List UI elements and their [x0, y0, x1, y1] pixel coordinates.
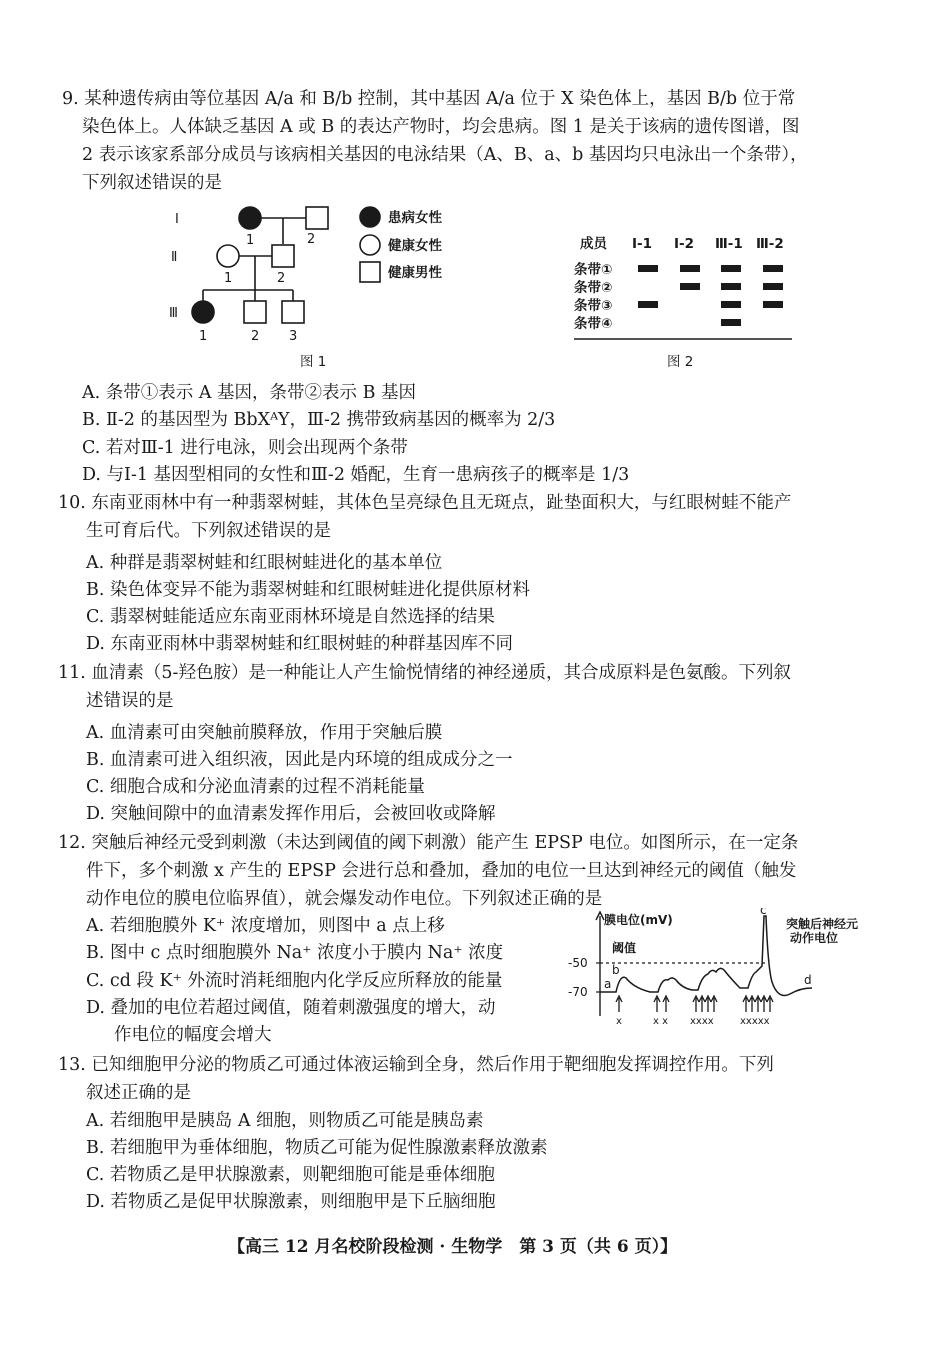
gel-member-2: Ⅰ-2	[674, 236, 695, 252]
q10-option-a: A. 种群是翡翠树蛙和红眼树蛙进化的基本单位	[86, 553, 443, 573]
q9-option-d: D. 与Ⅰ-1 基因型相同的女性和Ⅲ-2 婚配，生育一患病孩子的概率是 1/3	[82, 465, 630, 485]
gel-band-r1-c4	[763, 265, 783, 272]
epsp-stim-label-2: x x	[653, 1016, 669, 1027]
gel-header: 成员	[580, 236, 607, 252]
gen-label-I: Ⅰ	[175, 212, 179, 227]
q13-stem-line-2: 叙述正确的是	[86, 1083, 191, 1103]
q9-option-c: C. 若对Ⅲ-1 进行电泳，则会出现两个条带	[82, 438, 408, 458]
q10-option-b: B. 染色体变异不能为翡翠树蛙和红眼树蛙进化提供原材料	[86, 580, 530, 600]
q11-stem-line-1: 11. 血清素（5-羟色胺）是一种能让人产生愉悦情绪的神经递质，其合成原料是色氨酸。下列叙	[58, 663, 791, 683]
epsp-stim-label-4: xxxxx	[740, 1016, 770, 1027]
q9-option-b: B. Ⅱ-2 的基因型为 BbXᴬY，Ⅲ-2 携带致病基因的概率为 2/3	[82, 410, 556, 430]
q12-stem-line-1: 12. 突触后神经元受到刺激（未达到阈值的阈下刺激）能产生 EPSP 电位。如图所示，在一定条	[58, 833, 799, 853]
q12-stem-line-2: 件下，多个刺激 x 产生的 EPSP 会进行总和叠加，叠加的电位一旦达到神经元的阈值（触发	[86, 861, 797, 881]
pedigree-figure	[165, 198, 485, 370]
page-footer: 【高三 12 月名校阶段检测 · 生物学 第 3 页（共 6 页）】	[228, 1237, 678, 1257]
q13-option-d: D. 若物质乙是促甲状腺激素，则细胞甲是下丘脑细胞	[86, 1192, 496, 1212]
q12-option-d: D. 叠加的电位若超过阈值，随着刺激强度的增大，动	[86, 998, 496, 1018]
q11-option-d: D. 突触间隙中的血清素发挥作用后，会被回收或降解	[86, 804, 496, 824]
pedigree-III3-healthy-male	[282, 301, 304, 323]
gel-member-1: Ⅰ-1	[632, 236, 653, 252]
legend-affected-female-icon	[360, 207, 380, 227]
epsp-stimulus-arrows	[616, 996, 773, 1012]
legend-healthy-female-icon	[360, 235, 380, 255]
gen-label-II: Ⅱ	[171, 250, 178, 265]
gel-band-r4-c3	[721, 319, 741, 326]
num-III1: 1	[199, 329, 208, 344]
q9-stem-line-4: 下列叙述错误的是	[82, 173, 222, 193]
q9-stem-line-2: 染色体上。人体缺乏基因 A 或 B 的表达产物时，均会患病。图 1 是关于该病的遗传图谱，图	[82, 117, 800, 137]
pedigree-III1-affected-female	[192, 301, 214, 323]
epsp-stim-label-3: xxxx	[690, 1016, 714, 1027]
gel-band-r1-c2	[680, 265, 700, 272]
epsp-stim-label-1: x	[616, 1016, 622, 1027]
gel-member-3: Ⅲ-1	[715, 236, 743, 252]
figure2-caption: 图 2	[667, 354, 694, 370]
pedigree-II2-healthy-male	[272, 245, 294, 267]
gel-member-4: Ⅲ-2	[756, 236, 784, 252]
pedigree-III2-healthy-male	[244, 301, 266, 323]
q13-option-a: A. 若细胞甲是胰岛 A 细胞，则物质乙可能是胰岛素	[86, 1111, 484, 1131]
epsp-point-a: a	[604, 977, 612, 991]
epsp-tick-label-70: -70	[568, 985, 588, 999]
epsp-point-c: c	[760, 908, 767, 917]
q9-stem-line-3: 2 表示该家系部分成员与该病相关基因的电泳结果（A、B、a、b 基因均只电泳出一个条带），	[82, 145, 808, 165]
q9-option-a: A. 条带①表示 A 基因，条带②表示 B 基因	[82, 383, 417, 403]
num-I2: 2	[307, 232, 316, 247]
q13-option-b: B. 若细胞甲为垂体细胞，物质乙可能为促性腺激素释放激素	[86, 1138, 548, 1158]
gel-band-r3-c4	[763, 301, 783, 308]
gel-band-r2-c3	[721, 283, 741, 290]
legend-healthy-male-icon	[360, 262, 380, 282]
epsp-trace	[600, 916, 812, 996]
gel-band-label-3: 条带③	[574, 298, 613, 314]
gel-band-r1-c1	[638, 265, 658, 272]
num-I1: 1	[246, 233, 255, 248]
num-III2: 2	[251, 329, 260, 344]
q11-option-a: A. 血清素可由突触前膜释放，作用于突触后膜	[86, 723, 443, 743]
pedigree-II1-healthy-female	[217, 245, 239, 267]
gel-band-label-4: 条带④	[574, 316, 613, 332]
q11-option-b: B. 血清素可进入组织液，因此是内环境的组成成分之一	[86, 750, 513, 770]
q12-option-a: A. 若细胞膜外 K⁺ 浓度增加，则图中 a 点上移	[86, 916, 445, 936]
gel-band-r2-c4	[763, 283, 783, 290]
legend-healthy-male: 健康男性	[388, 265, 442, 281]
gel-band-r1-c3	[721, 265, 741, 272]
figure1-caption: 图 1	[300, 354, 327, 370]
gel-band-label-2: 条带②	[574, 280, 613, 296]
q11-stem-line-2: 述错误的是	[86, 691, 174, 711]
electrophoresis-figure	[570, 232, 800, 372]
epsp-tick-label-50: -50	[568, 956, 588, 970]
num-II1: 1	[224, 271, 233, 286]
q10-option-c: C. 翡翠树蛙能适应东南亚雨林环境是自然选择的结果	[86, 607, 495, 627]
epsp-threshold-label: 阈值	[612, 941, 637, 955]
pedigree-I1-affected-female	[239, 207, 261, 229]
q10-stem-line-2: 生可育后代。下列叙述错误的是	[86, 521, 331, 541]
gel-band-r3-c3	[721, 301, 741, 308]
pedigree-I2-healthy-male	[306, 207, 328, 229]
epsp-point-b: b	[612, 963, 620, 977]
gel-band-r3-c1	[638, 301, 658, 308]
gen-label-III: Ⅲ	[169, 306, 178, 321]
q11-option-c: C. 细胞合成和分泌血清素的过程不消耗能量	[86, 777, 425, 797]
epsp-annotation-line-1: 突触后神经元	[786, 917, 859, 931]
legend-affected-female: 患病女性	[388, 210, 442, 226]
q13-option-c: C. 若物质乙是甲状腺激素，则靶细胞可能是垂体细胞	[86, 1165, 495, 1185]
epsp-point-d: d	[804, 973, 812, 987]
gel-band-r2-c2	[680, 283, 700, 290]
legend-healthy-female: 健康女性	[388, 238, 442, 254]
num-III3: 3	[289, 329, 298, 344]
q10-stem-line-1: 10. 东南亚雨林中有一种翡翠树蛙，其体色呈亮绿色且无斑点，趾垫面积大，与红眼树蛙不能产	[58, 493, 792, 513]
q13-stem-line-1: 13. 已知细胞甲分泌的物质乙可通过体液运输到全身，然后作用于靶细胞发挥调控作用。下列	[58, 1055, 774, 1075]
epsp-graph	[568, 908, 888, 1028]
q9-stem-line-1: 9. 某种遗传病由等位基因 A/a 和 B/b 控制，其中基因 A/a 位于 X 染色体上，基因 B/b 位于常	[62, 89, 796, 109]
q12-option-b: B. 图中 c 点时细胞膜外 Na⁺ 浓度小于膜内 Na⁺ 浓度	[86, 943, 504, 963]
epsp-ylabel: 膜电位(mV)	[604, 913, 673, 927]
num-II2: 2	[277, 271, 286, 286]
epsp-annotation-line-2: 动作电位	[790, 931, 839, 945]
q12-option-c: C. cd 段 K⁺ 外流时消耗细胞内化学反应所释放的能量	[86, 971, 503, 991]
gel-band-label-1: 条带①	[574, 262, 613, 278]
q12-option-d-cont: 作电位的幅度会增大	[114, 1025, 272, 1045]
q10-option-d: D. 东南亚雨林中翡翠树蛙和红眼树蛙的种群基因库不同	[86, 634, 514, 654]
q12-stem-line-3: 动作电位的膜电位临界值），就会爆发动作电位。下列叙述正确的是	[86, 889, 603, 909]
